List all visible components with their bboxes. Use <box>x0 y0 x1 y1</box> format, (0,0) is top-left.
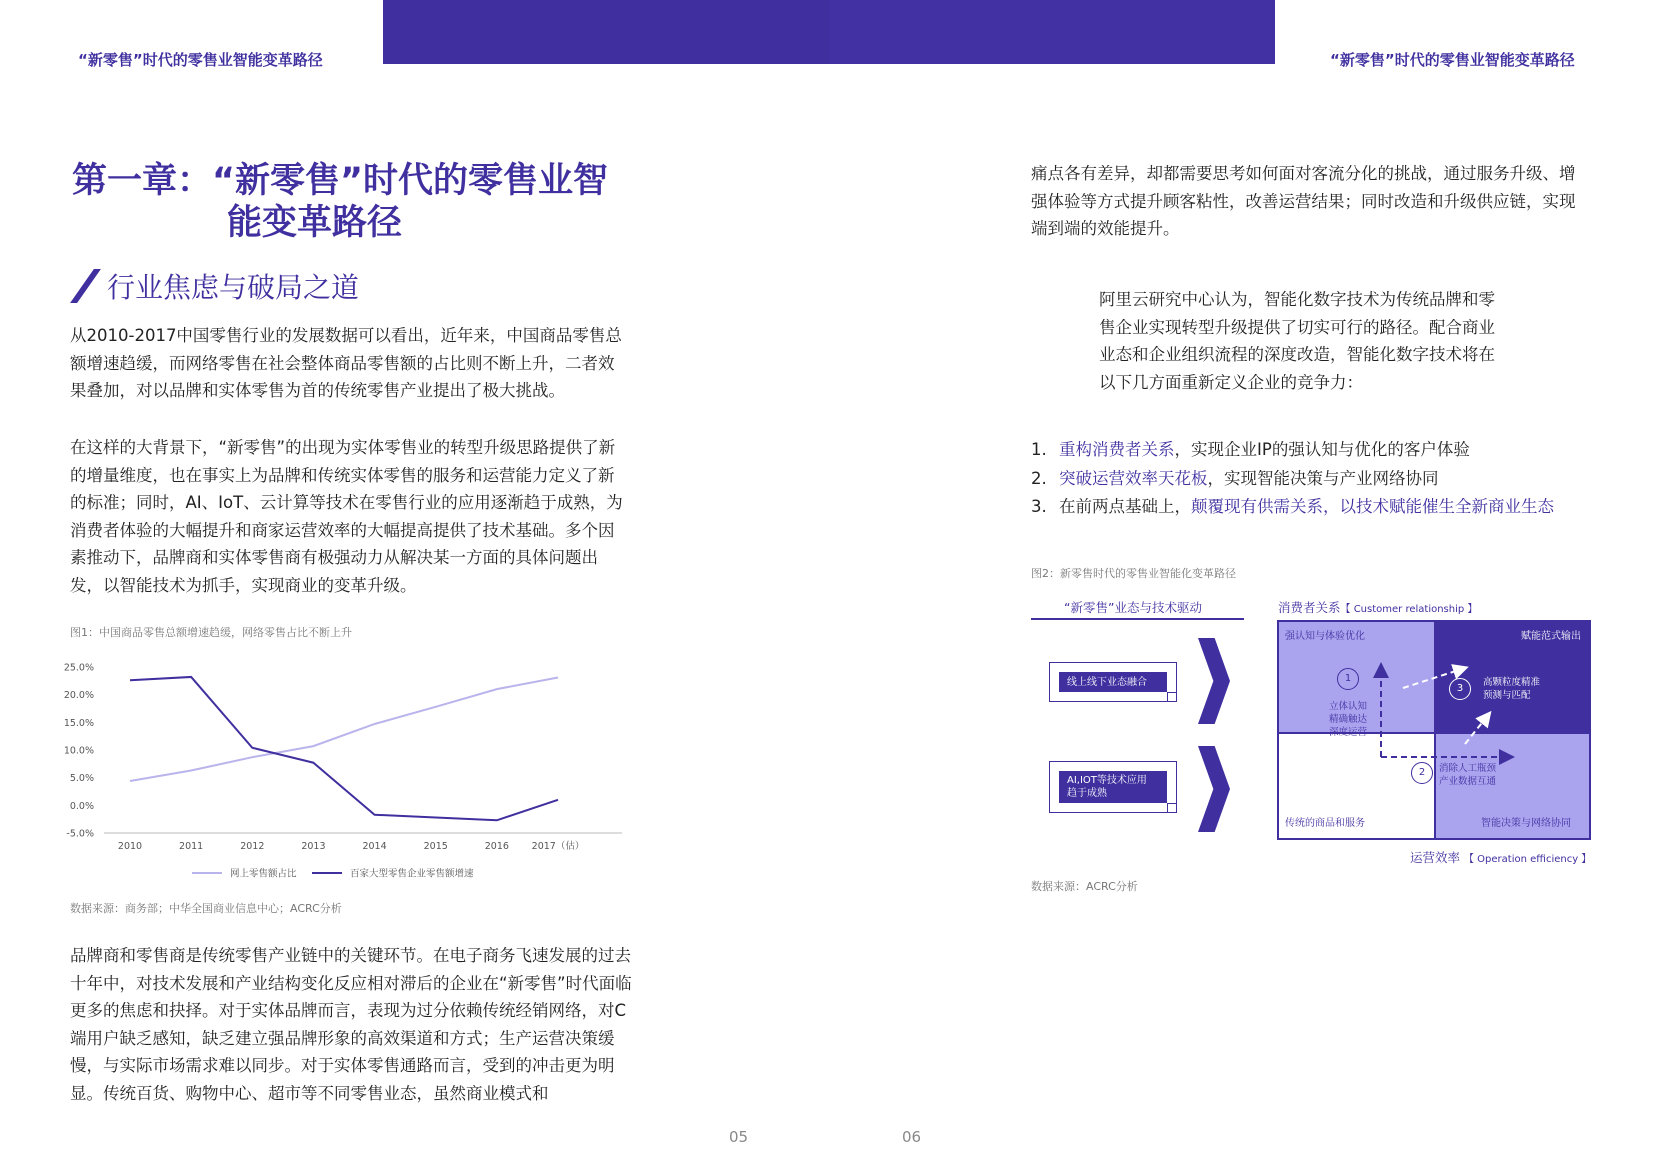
step-1-marker: 1 <box>1337 668 1359 690</box>
y-tick-label: 20.0% <box>63 690 94 702</box>
step-2-text: 消除人工瓶颈 产业数据互通 <box>1439 763 1497 787</box>
right-paragraph-1: 痛点各有差异，却都需要思考如何面对客流分化的挑战，通过服务升级、增强体验等方式提升顾客粘性，改善运营结果；同时改造和升级供应链，实现端到端的效能提升。 <box>1031 164 1576 238</box>
step-2-marker: 2 <box>1411 762 1433 784</box>
y-tick-label: -5.0% <box>66 828 94 840</box>
diagram-left-title: “新零售”业态与技术驱动 <box>1064 600 1202 615</box>
step-3-marker: 3 <box>1449 678 1471 700</box>
slash-icon <box>70 269 101 303</box>
quadrant-matrix <box>1277 620 1591 840</box>
chapter-title-line2: 能变革路径 <box>227 203 403 243</box>
x-tick-label: 2014 <box>362 841 387 852</box>
running-title-left: “新零售”时代的零售业智能变革路径 <box>78 51 323 69</box>
x-tick-label: 2015 <box>423 841 448 852</box>
list-item: 2. 突破运营效率天花板，实现智能决策与产业网络协同 <box>1031 468 1439 488</box>
y-tick-label: 10.0% <box>63 745 94 757</box>
y-tick-label: 5.0% <box>69 773 94 785</box>
step-1-text: 立体认知 精确触达 深度运营 <box>1329 701 1368 738</box>
series-line-2 <box>130 677 558 820</box>
figure2-caption: 图2：新零售时代的零售业智能化变革路径 <box>1031 567 1236 580</box>
legend-label: 网上零售额占比 <box>230 868 297 880</box>
running-title-right: “新零售”时代的零售业智能变革路径 <box>1330 51 1575 69</box>
x-tick-label: 2011 <box>179 841 204 852</box>
figure1-caption: 图1：中国商品零售总额增速趋缓，网络零售占比不断上升 <box>70 626 352 639</box>
x-tick-label: 2010 <box>117 841 143 852</box>
chapter-title-line1: 第一章：“新零售”时代的零售业智 <box>72 161 609 201</box>
y-tick-label: 0.0% <box>69 800 94 812</box>
left-paragraph-1: 从2010-2017中国零售行业的发展数据可以看出，近年来，中国商品零售总额增速趋缓，而网络零售在社会整体商品零售额的占比则不断上升，二者效果叠加，对以品牌和实体零售为首的传统零售产业提出了极大挑战。 <box>70 326 622 400</box>
figure1-source: 数据来源：商务部；中华全国商业信息中心；ACRC分析 <box>70 902 342 915</box>
quadrant-br-label: 智能决策与网络协同 <box>1481 818 1571 829</box>
path-arrows <box>1279 622 1589 838</box>
y-tick-label: 25.0% <box>63 662 94 674</box>
step-3-text: 高颗粒度精准 预测与匹配 <box>1483 677 1541 701</box>
page-number-right: 06 <box>902 1128 922 1146</box>
page-number-left: 05 <box>729 1128 749 1146</box>
quadrant-tl-label: 强认知与体验优化 <box>1285 631 1365 642</box>
left-paragraph-2: 在这样的大背景下，“新零售”的出现为实体零售业的转型升级思路提供了新的增量维度，也在事实上为品牌和传统实体零售的服务和运营能力定义了新的标准；同时，AI、IoT、云计算等技术在零售行业的应用逐渐趋于成熟，为消费者体验的大幅提升和商家运营效率的大幅提高提供了技术基础。多个因素推动下，品牌商和实体零售商有极强动力从解决某一方面的具体问题出发，以智能技术为抓手，实现商业的变革升级。 <box>70 438 623 595</box>
x-tick-label: 2016 <box>484 841 509 852</box>
y-tick-label: 15.0% <box>63 717 94 729</box>
legend-label: 百家大型零售企业零售额增速 <box>350 868 474 880</box>
x-tick-label: 2013 <box>301 841 326 852</box>
section-title: 行业焦虑与破局之道 <box>107 271 360 304</box>
chevron-right-icon <box>1198 638 1230 724</box>
x-tick-label: 2017（估） <box>531 841 585 852</box>
tech-maturity-box: AI,IOT等技术应用 趋于成熟 <box>1049 761 1177 813</box>
series-line-1 <box>130 678 558 781</box>
axis-bottom-label: 运营效率 【 Operation efficiency 】 <box>1410 850 1592 865</box>
line-chart <box>60 655 640 895</box>
chevron-right-icon <box>1198 746 1230 832</box>
capability-list <box>1031 436 1554 522</box>
top-banner-left <box>383 0 829 64</box>
list-item: 3. 在前两点基础上，颠覆现有供需关系，以技术赋能催生全新商业生态 <box>1031 497 1554 516</box>
research-quote: 阿里云研究中心认为，智能化数字技术为传统品牌和零售企业实现转型升级提供了切实可行的路径。配合商业业态和企业组织流程的深度改造，智能化数字技术将在以下几方面重新定义企业的竞争力： <box>1099 290 1495 392</box>
axis-top-label: 消费者关系【 Customer relationship 】 <box>1278 600 1478 615</box>
chapter-title <box>72 160 608 244</box>
quadrant-bl-label: 传统的商品和服务 <box>1285 818 1365 829</box>
x-tick-label: 2012 <box>240 841 265 852</box>
quadrant-tr-label: 赋能范式输出 <box>1521 631 1581 642</box>
section-heading <box>72 266 359 306</box>
divider <box>1031 618 1244 620</box>
left-paragraph-3: 品牌商和零售商是传统零售产业链中的关键环节。在电子商务飞速发展的过去十年中，对技术发展和产业结构变化反应相对滞后的企业在“新零售”时代面临更多的焦虑和抉择。对于实体品牌而言，表现为过分依赖传统经销网络，对C端用户缺乏感知，缺乏建立强品牌形象的高效渠道和方式；生产运营决策缓慢，与实际市场需求难以同步。对于实体零售通路而言，受到的冲击更为明显。传统百货、购物中心、超市等不同零售业态，虽然商业模式和 <box>70 946 632 1103</box>
business-fusion-box: 线上线下业态融合 <box>1049 662 1177 702</box>
top-banner-right <box>829 0 1275 64</box>
list-item: 1. 重构消费者关系，实现企业IP的强认知与优化的客户体验 <box>1031 440 1470 459</box>
figure2-source: 数据来源：ACRC分析 <box>1031 880 1138 893</box>
